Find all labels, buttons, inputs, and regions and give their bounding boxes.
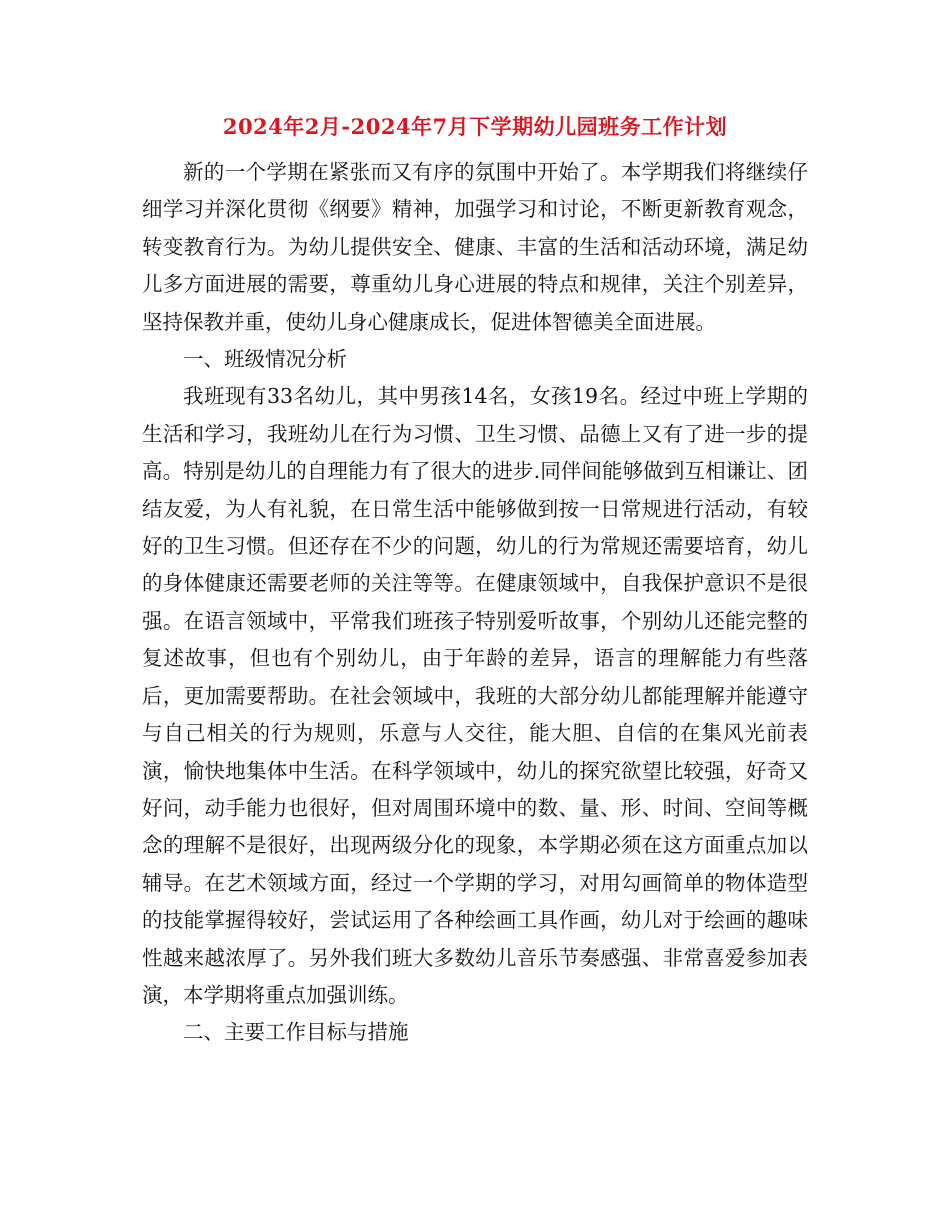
document-body <box>142 154 808 1052</box>
class-analysis-paragraph: 我班现有33名幼儿，其中男孩14名，女孩19名。经过中班上学期的生活和学习，我班幼儿在行为习惯、卫生习惯、品德上又有了进一步的提高。特别是幼儿的自理能力有了很大的进步.同伴间能够做到互相谦让、团结友爱，为人有礼貌，在日常生活中能够做到按一日常规进行活动，有较好的卫生习惯。但还存在不少的问题，幼儿的行为常规还需要培育，幼儿的身体健康还需要老师的关注等等。在健康领域中，自我保护意识不是很强。在语言领域中，平常我们班孩子特别爱听故事，个别幼儿还能完整的复述故事，但也有个别幼儿，由于年龄的差异，语言的理解能力有些落后，更加需要帮助。在社会领域中，我班的大部分幼儿都能理解并能遵守与自己相关的行为规则，乐意与人交往，能大胆、自信的在集风光前表演，愉快地集体中生活。在科学领域中，幼儿的探究欲望比较强，好奇又好问，动手能力也很好，但对周围环境中的数、量、形、时间、空间等概念的理解不是很好，出现两级分化的现象，本学期必须在这方面重点加以辅导。在艺术领域方面，经过一个学期的学习，对用勾画简单的物体造型的技能掌握得较好，尝试运用了各种绘画工具作画，幼儿对于绘画的趣味性越来越浓厚了。另外我们班大多数幼儿音乐节奏感强、非常喜爱参加表演，本学期将重点加强训练。 <box>142 384 808 1007</box>
section-heading-class-analysis: 一、班级情况分析 <box>183 347 347 372</box>
section-heading-goals-measures: 二、主要工作目标与措施 <box>183 1020 409 1045</box>
intro-paragraph: 新的一个学期在紧张而又有序的氛围中开始了。本学期我们将继续仔细学习并深化贯彻《纲要》精神，加强学习和讨论，不断更新教育观念，转变教育行为。为幼儿提供安全、健康、丰富的生活和活动环境，满足幼儿多方面进展的需要，尊重幼儿身心进展的特点和规律，关注个别差异，坚持保教并重，使幼儿身心健康成长，促进体智德美全面进展。 <box>142 160 808 334</box>
document-title: 2024年2月-2024年7月下学期幼儿园班务工作计划 <box>222 114 728 139</box>
